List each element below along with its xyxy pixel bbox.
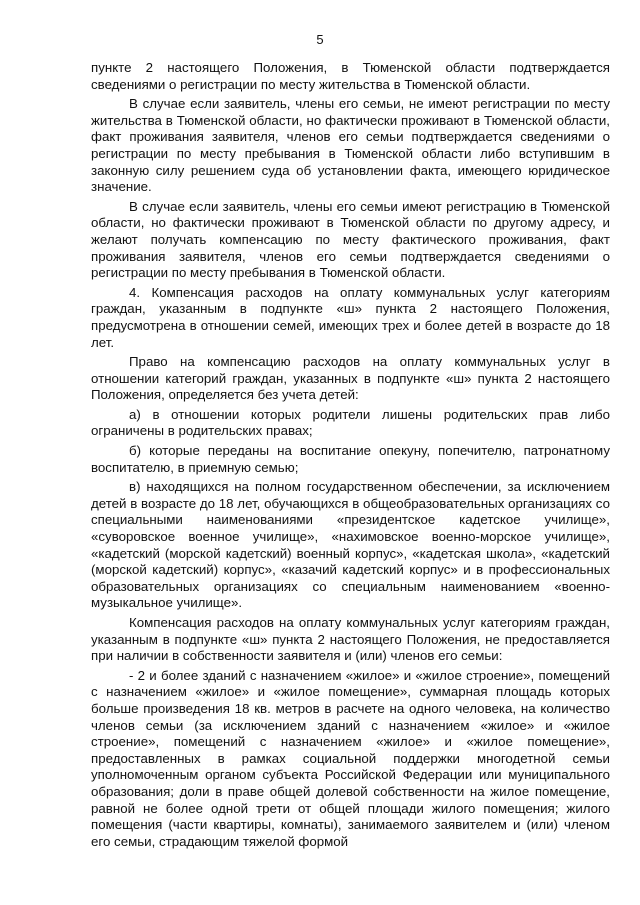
paragraph-not-provided: Компенсация расходов на оплату коммунальных услуг категориям граждан, указанным в подпункте «ш» пункта 2 настоящего Положения, не предоставляется при наличии в собственности заявителя и (или) членов его семьи:: [91, 615, 610, 664]
list-item-dash-buildings: - 2 и более зданий с назначением «жилое» и «жилое строение», помещений с назначением «жилое» и «жилое помещение», суммарная площадь которых больше произведения 18 кв. метров в расчете на одного человека, на количество членов семьи (за исключением зданий с назначением «жилое» и «жилое строение», помещений с назначением «жилое» и «жилое помещение», предоставленных в рамках социальной поддержки многодетной семьи уполномоченным органом субъекта Российской Федерации или муниципального образования; доли в праве общей долевой собственности на жилое помещение, равной не более одной трети от общей площади жилого помещения; жилого помещения (части квартиры, комнаты), занимаемого заявителем и (или) членом его семьи, страдающим тяжелой формой: [91, 667, 610, 849]
paragraph-right-to-compensation: Право на компенсацию расходов на оплату коммунальных услуг в отношении категорий граждан, указанных в подпункте «ш» пункта 2 настоящего Положения, определяется без учета детей:: [91, 354, 610, 403]
page-number: 5: [316, 32, 324, 47]
list-item-b: б) которые переданы на воспитание опекуну, попечителю, патронатному воспитателю, в приемную семью;: [91, 443, 610, 475]
list-item-v: в) находящихся на полном государственном обеспечении, за исключением детей в возрасте до 18 лет, обучающихся в общеобразовательных организациях со специальными наименованиями «президентское кадетское училище», «суворовское военное училище», «нахимовское военно-морское училище», «кадетский (морской кадетский) военный корпус», «кадетская школа», «кадетский (морской кадетский) корпус», «казачий кадетский корпус» и в профессиональных образовательных организациях со специальным наименованием «военно-музыкальное училище».: [91, 479, 610, 611]
paragraph-other-address: В случае если заявитель, члены его семьи имеют регистрацию в Тюменской области, но фактически проживают в Тюменской области по другому адресу, и желают получать компенсацию по месту фактического проживания, факт проживания заявителя, членов его семьи подтверждается сведениями о регистрации по месту пребывания в Тюменской области.: [91, 198, 610, 281]
document-body: [91, 60, 610, 850]
list-item-a: а) в отношении которых родители лишены родительских прав либо ограничены в родительских правах;: [91, 406, 610, 439]
paragraph-item-4: 4. Компенсация расходов на оплату коммунальных услуг категориям граждан, указанным в подпункте «ш» пункта 2 настоящего Положения, предусмотрена в отношении семей, имеющих трех и более детей в возрасте до 18 лет.: [91, 284, 610, 350]
paragraph-no-registration: В случае если заявитель, члены его семьи, не имеют регистрации по месту жительства в Тюменской области, но фактически проживают в Тюменской области, факт проживания заявителя, членов его семьи подтверждается сведениями о регистрации по месту пребывания в Тюменской области либо вступившим в законную силу решением суда об установлении факта, имеющего юридическое значение.: [91, 96, 610, 195]
paragraph-continuation: пункте 2 настоящего Положения, в Тюменской области подтверждается сведениями о регистрации по месту жительства в Тюменской области.: [91, 60, 610, 92]
